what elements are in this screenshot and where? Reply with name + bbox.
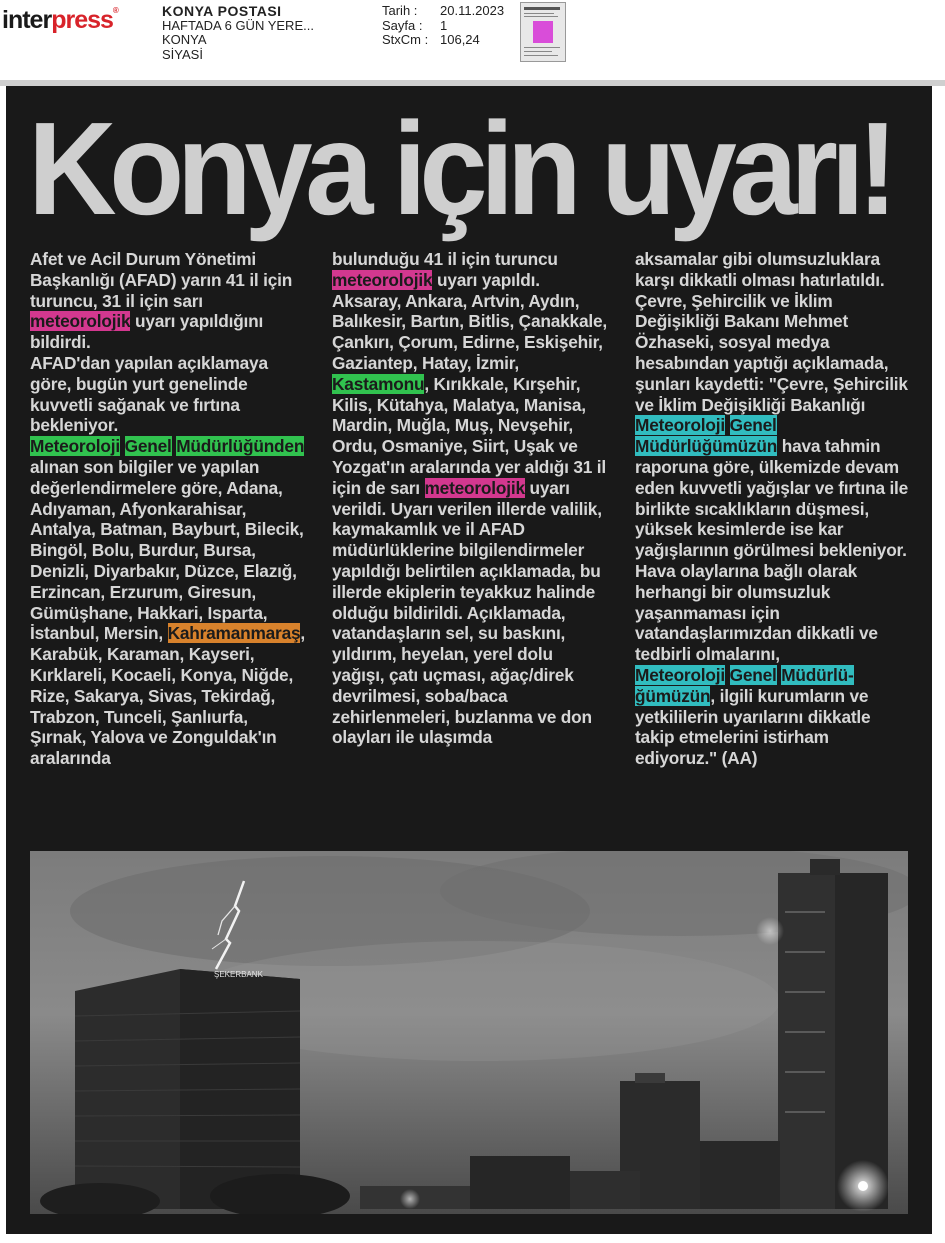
light-glare	[756, 917, 784, 945]
thumb-line	[524, 16, 558, 17]
col3-highlight-genel-2: Genel	[729, 664, 777, 685]
street-light-glare	[400, 1189, 420, 1209]
meta-stxcm-row	[382, 33, 504, 48]
col1-text-2: uyarı yapıldığını bildirdi. AFAD'dan yapılan açıklamaya göre, bugün yurt genelinde kuvvetli sağanak ve fırtına bekleniyor.	[30, 311, 268, 436]
thumb-line	[524, 47, 560, 48]
street-light	[858, 1181, 868, 1191]
logo-registered-mark: ®	[112, 6, 118, 15]
right-skyscraper-side	[835, 873, 888, 1209]
col3-text-3: , ilgili kurumların ve yetkililerin uyarılarını dikkatle takip etmelerini istirham ediyoruz." (AA)	[635, 685, 871, 769]
article-photo-storm	[30, 851, 908, 1214]
thumb-line	[524, 51, 552, 52]
thumb-line	[524, 13, 554, 14]
col2-highlight-meteorolojik-2: meteorolojik	[424, 477, 525, 498]
col1-highlight-mudurlugunden: Müdürlüğünden	[176, 436, 305, 457]
low-building	[700, 1141, 780, 1209]
skyscraper-crown	[810, 859, 840, 875]
article-column-3	[635, 249, 910, 769]
col1-highlight-meteorolojik: meteorolojik	[30, 311, 131, 332]
newspaper-city: KONYA	[162, 32, 207, 47]
logo-main-text: inter	[2, 6, 52, 34]
article-column-1	[30, 249, 305, 769]
clipping-meta	[382, 4, 504, 48]
thumb-line	[524, 55, 558, 56]
col2-highlight-kastamonu: Kastamonu	[332, 373, 425, 394]
col2-highlight-meteorolojik-1: meteorolojik	[332, 269, 433, 290]
interpress-logo	[2, 6, 118, 35]
col2-text-3: , Kırıkkale, Kırşehir, Kilis, Kütahya, Malatya, Manisa, Mardin, Muğla, Muş, Nevşehir, Ordu, Osmaniye, Siirt, Uşak ve Yozgat'ın aralarında yer aldığı 31 il için de sarı	[332, 373, 606, 498]
col3-highlight-genel-1: Genel	[729, 415, 777, 436]
building-sign: ŞEKERBANK	[214, 970, 263, 979]
storm-city-illustration	[30, 851, 908, 1214]
col1-highlight-genel: Genel	[124, 436, 172, 457]
low-building	[570, 1171, 640, 1209]
col2-text-1: bulunduğu 41 il için turuncu	[332, 249, 558, 269]
logo-accent-text: press	[51, 6, 113, 34]
thumb-line	[524, 7, 560, 10]
col1-text-1: Afet ve Acil Durum Yönetimi Başkanlığı (AFAD) yarın 41 il için turuncu, 31 il için sarı	[30, 249, 293, 311]
col1-highlight-meteoroloji: Meteoroloji	[30, 436, 120, 457]
col3-highlight-mudurlugumuzun-1: Müdürlüğümüzün	[635, 436, 778, 457]
col3-highlight-meteoroloji-1: Meteoroloji	[635, 415, 725, 436]
newspaper-name: KONYA POSTASI	[162, 3, 282, 19]
low-building	[470, 1156, 570, 1209]
newspaper-section: SİYASİ	[162, 46, 203, 62]
col2-text-4: uyarı verildi. Uyarı verilen illerde valilik, kaymakamlık ve il AFAD müdürlüklerine bilgilendirmeler yapıldığı belirtilen açıklamada, bu illerde ekiplerin teyakkuz halinde olduğu bildirildi. Açıklamada, vatandaşların sel, su baskını, yıldırım, heyelan, yerel dolu yağışı, çatı uçması, ağaç/direk devrilmesi, soba/baca zehirlenmeleri, buzlanma ve don olayları ile ulaşımda	[332, 477, 602, 748]
page-label: Sayfa :	[382, 17, 423, 33]
col1-text-3: alınan son bilgiler ve yapılan değerlendirmelere göre, Adana, Adıyaman, Afyonkarahisar, Antalya, Batman, Bayburt, Bilecik, Bingöl, Bolu, Burdur, Bursa, Denizli, Diyarbakır, Düzce, Elazığ, Erzincan, Erzurum, Giresun, Gümüşhane, Hakkari, Isparta, İstanbul, Mersin,	[30, 456, 304, 644]
col1-text-4: , Karabük, Karaman, Kayseri, Kırklareli, Kocaeli, Konya, Niğde, Rize, Sakarya, Sivas, Tekirdağ, Trabzon, Tunceli, Şanlıurfa, Şırnak, Yalova ve Zonguldak'ın aralarında	[30, 623, 306, 769]
col2-text-2: uyarı yapıldı. Aksaray, Ankara, Artvin, Aydın, Balıkesir, Bartın, Bitlis, Çanakkale, Çankırı, Çorum, Edirne, Eskişehir, Gaziantep, Hatay, İzmir,	[332, 269, 607, 373]
article-headline: Konya için uyarı!	[28, 95, 891, 242]
stxcm-value: 106,24	[440, 32, 480, 47]
page-thumbnail[interactable]	[520, 2, 566, 62]
publication-info	[162, 4, 314, 62]
stxcm-label: StxCm :	[382, 32, 429, 47]
clipping-header	[0, 0, 945, 80]
page-value: 1	[440, 17, 448, 33]
col1-highlight-kahramanmaras: Kahramanmaraş	[167, 623, 301, 644]
article-column-2	[332, 249, 607, 748]
thumb-article-highlight	[533, 21, 553, 43]
col3-highlight-meteoroloji-2: Meteoroloji	[635, 664, 725, 685]
newspaper-frequency: HAFTADA 6 GÜN YERE...	[162, 17, 314, 33]
meta-date-row	[382, 4, 504, 19]
article-clipping	[6, 86, 932, 1234]
date-value: 20.11.2023	[440, 3, 505, 18]
meta-page-row	[382, 19, 504, 34]
date-label: Tarih :	[382, 3, 418, 18]
col3-text-1: aksamalar gibi olumsuzluklara karşı dikkatli olması hatırlatıldı. Çevre, Şehircilik ve İklim Değişikliği Bakanı Mehmet Özhaseki, sosyal medya hesabından yaptığı açıklamada, şunları kaydetti: "Çevre, Şehircilik ve İklim Değişikliği Bakanlığı	[635, 249, 908, 415]
col3-highlight-gumuzun: ğümüzün	[635, 685, 711, 706]
col3-highlight-mudurlu: Müdürlü-	[781, 664, 854, 685]
middle-building-sign	[635, 1073, 665, 1083]
col3-text-2: hava tahmin raporuna göre, ülkemizde devam eden kuvvetli yağışlar ve fırtına ile birlikte sıcaklıkların düşmesi, yüksek kesimlerde ise kar yağışlarının görülmesi bekleniyor. Hava olaylarına bağlı olarak herhangi bir olumsuzluk yaşanmaması için vatandaşlarımızdan dikkatli ve tedbirli olmalarını,	[635, 436, 909, 665]
